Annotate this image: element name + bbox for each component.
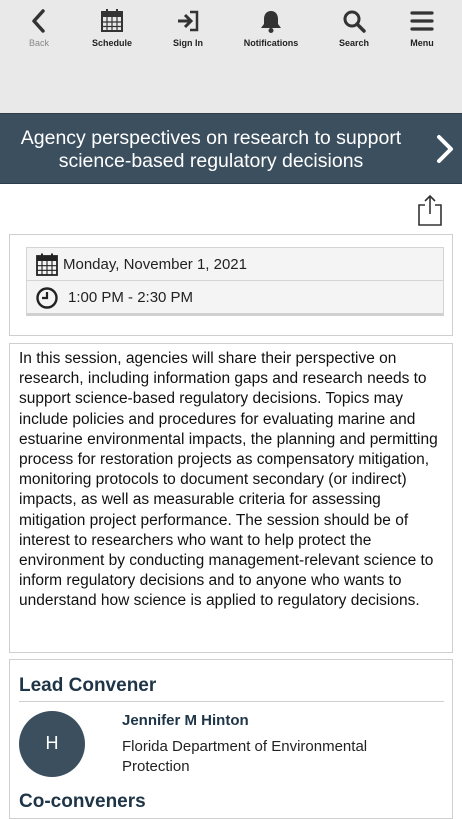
session-date-row [27,248,443,281]
session-description-panel [9,343,453,653]
session-title-bar [0,113,462,184]
calendar-icon [35,253,59,277]
lead-convener-heading: Lead Convener [19,675,157,696]
notifications-button[interactable] [236,8,306,48]
section-divider [19,701,444,702]
menu-label: Menu [410,38,434,48]
schedule-label: Schedule [91,38,132,48]
convener-name[interactable]: Jennifer M Hinton [122,712,249,729]
search-button[interactable] [319,8,389,48]
sign-in-button[interactable] [153,8,223,48]
session-date: Monday, November 1, 2021 [63,256,247,273]
notifications-label: Notifications [243,38,299,48]
search-label: Search [338,38,370,48]
menu-button[interactable] [387,8,457,48]
datetime-box [26,247,444,316]
back-label: Back [28,38,49,48]
chevron-left-icon [26,8,52,34]
hamburger-menu-icon [409,8,435,34]
bell-icon [258,8,284,34]
back-button[interactable] [4,8,74,48]
avatar[interactable]: H [19,711,85,777]
convener-organization: Florida Department of Environmental Protection [122,738,368,775]
sign-in-label: Sign In [173,38,203,48]
session-description: In this session, agencies will share their perspective on research, including information gaps and research needs to support science-based regulatory decisions. Topics may include policies and procedures for evaluating marine and estuarine environmental impacts, the planning and permitting process for restoration projects as compensatory mitigation, monitoring protocols to document secondary (or indirect) impacts, as well as measurable criteria for assessing mitigation project performance. The session should be of interest to researchers who want to help protect the environment by conducting management-relevant science to inform regulatory decisions and to anyone who wants to understand how science is applied to regulatory decisions. [19,350,438,610]
top-navigation [0,0,462,113]
share-icon[interactable] [417,194,443,226]
calendar-icon [99,8,125,34]
conveners-panel [9,659,453,819]
sign-in-icon [175,8,201,34]
clock-icon [35,286,59,310]
session-time: 1:00 PM - 2:30 PM [68,289,194,306]
schedule-button[interactable] [77,8,147,48]
session-time-row [27,281,443,314]
co-conveners-heading: Co-conveners [19,791,146,812]
session-datetime-panel [9,234,453,336]
session-title: Agency perspectives on research to support science-based regulatory decisions [20,127,402,172]
chevron-right-icon[interactable] [434,134,456,164]
search-icon [341,8,367,34]
